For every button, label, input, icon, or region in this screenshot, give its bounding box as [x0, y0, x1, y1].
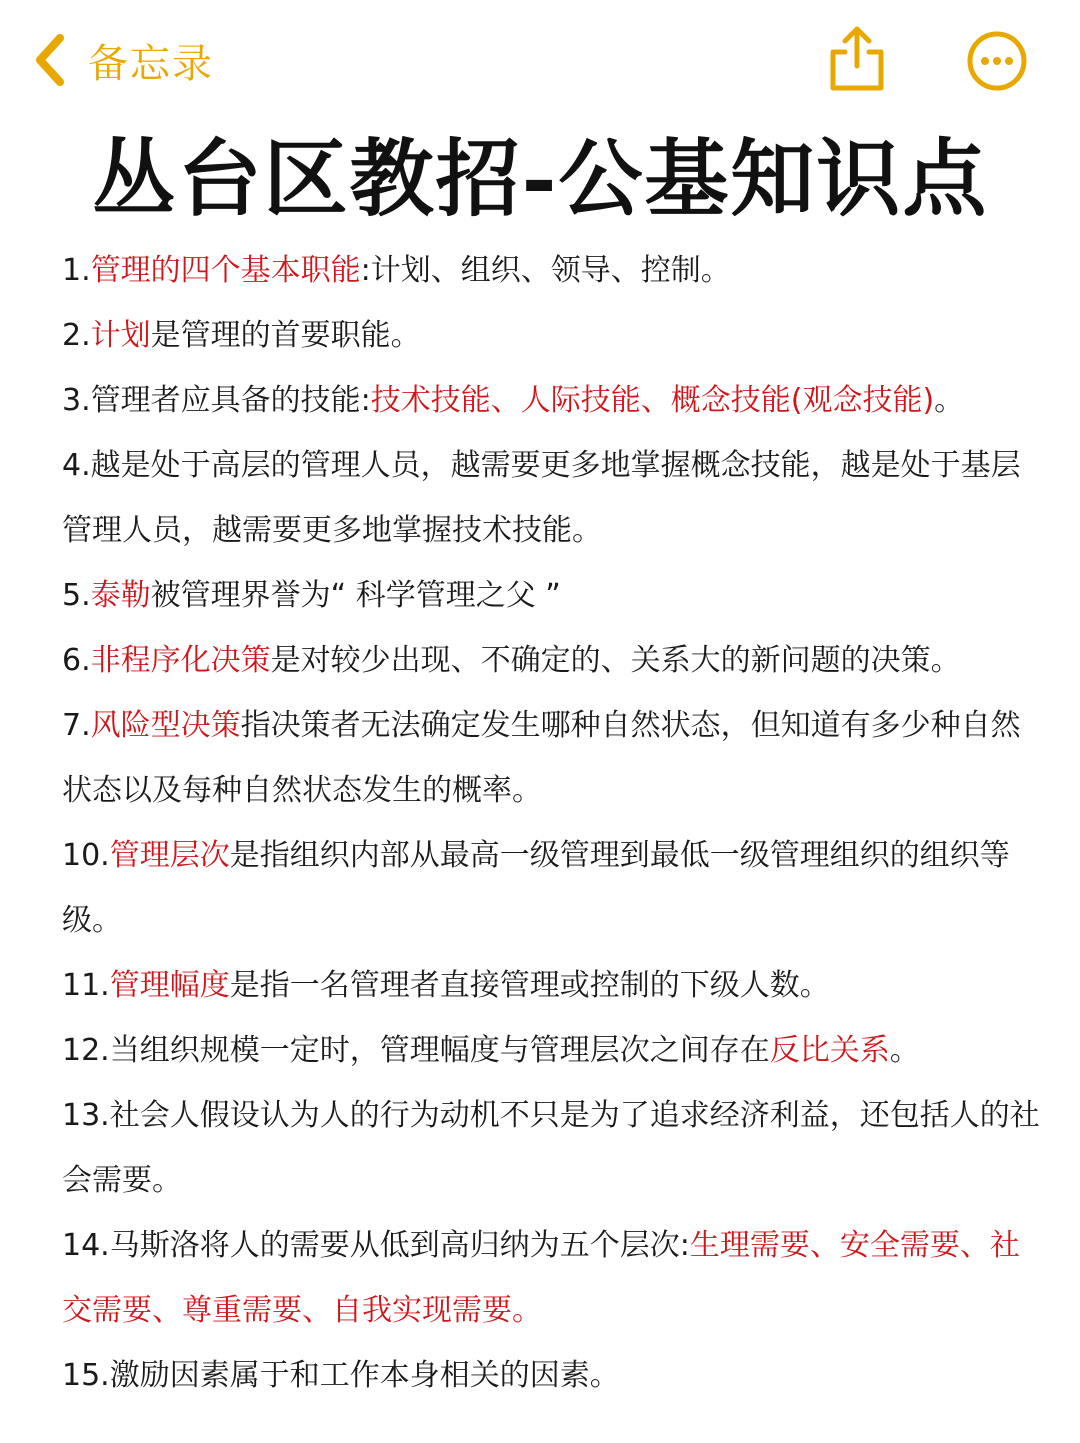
item-number: 7.	[62, 708, 91, 743]
item-number: 13.	[62, 1098, 110, 1133]
list-item	[62, 303, 1042, 368]
item-text: 是管理的首要职能。	[150, 318, 421, 353]
item-text: 被管理界誉为“ 科学管理之父 ”	[150, 578, 561, 613]
item-number: 11.	[62, 968, 110, 1003]
highlight-text: 技术技能、人际技能、概念技能(观念技能)	[370, 383, 935, 418]
item-text: 是对较少出现、不确定的、关系大的新问题的决策。	[270, 643, 961, 678]
back-label: 备忘录	[88, 40, 214, 87]
item-number: 15.	[62, 1358, 110, 1393]
item-text: 是指组织内部从最高一级管理到最低一级管理组织的组织等级。	[62, 838, 1010, 938]
item-number: 14.	[62, 1228, 110, 1263]
highlight-text: 泰勒	[90, 578, 151, 613]
item-text: 越是处于高层的管理人员，越需要更多地掌握概念技能，越是处于基层管理人员，越需要更多地掌握技术技能。	[62, 448, 1021, 548]
highlight-text: 反比关系	[769, 1033, 890, 1068]
item-text: 。	[889, 1033, 920, 1068]
item-number: 2.	[62, 318, 91, 353]
item-number: 6.	[62, 643, 91, 678]
item-text: :计划、组织、领导、控制。	[360, 253, 731, 288]
highlight-text: 管理层次	[109, 838, 230, 873]
highlight-text: 管理幅度	[109, 968, 230, 1003]
item-text: 指决策者无法确定发生哪种自然状态，但知道有多少种自然状态以及每种自然状态发生的概率。	[62, 708, 1021, 808]
list-item	[62, 953, 1042, 1018]
item-text: 。	[934, 383, 965, 418]
page-title: 丛台区教招-公基知识点	[91, 129, 989, 228]
item-number: 3.	[62, 383, 91, 418]
item-number: 5.	[62, 578, 91, 613]
list-item	[62, 1018, 1042, 1083]
highlight-text: 计划	[90, 318, 151, 353]
item-number: 12.	[62, 1033, 110, 1068]
list-item	[62, 1213, 1042, 1343]
back-button[interactable]	[30, 30, 214, 90]
item-text: 当组织规模一定时，管理幅度与管理层次之间存在	[109, 1033, 770, 1068]
list-item	[62, 1343, 1042, 1408]
navigation-bar	[0, 0, 1080, 120]
list-item	[62, 628, 1042, 693]
highlight-text: 非程序化决策	[90, 643, 271, 678]
item-number: 10.	[62, 838, 110, 873]
list-item	[62, 238, 1042, 303]
item-text: 马斯洛将人的需要从低到高归纳为五个层次:	[109, 1228, 690, 1263]
more-icon[interactable]	[966, 30, 1028, 92]
list-item	[62, 368, 1042, 433]
item-number: 1.	[62, 253, 91, 288]
list-item	[62, 823, 1042, 953]
item-text: 激励因素属于和工作本身相关的因素。	[109, 1358, 620, 1393]
share-icon[interactable]	[826, 24, 888, 92]
list-item	[62, 563, 1042, 628]
highlight-text: 风险型决策	[90, 708, 241, 743]
chevron-left-icon	[30, 32, 70, 88]
list-item	[62, 1083, 1042, 1213]
list-item	[62, 693, 1042, 823]
item-text: 社会人假设认为人的行为动机不只是为了追求经济利益，还包括人的社会需要。	[62, 1098, 1040, 1198]
highlight-text: 生理需要、安全需要、社交需要、尊重需要、自我实现需要。	[62, 1228, 1020, 1328]
item-text: 是指一名管理者直接管理或控制的下级人数。	[229, 968, 830, 1003]
highlight-text: 管理的四个基本职能	[90, 253, 361, 288]
item-text: 管理者应具备的技能:	[90, 383, 371, 418]
note-content	[62, 238, 1042, 1408]
list-item	[62, 433, 1042, 563]
item-number: 4.	[62, 448, 91, 483]
